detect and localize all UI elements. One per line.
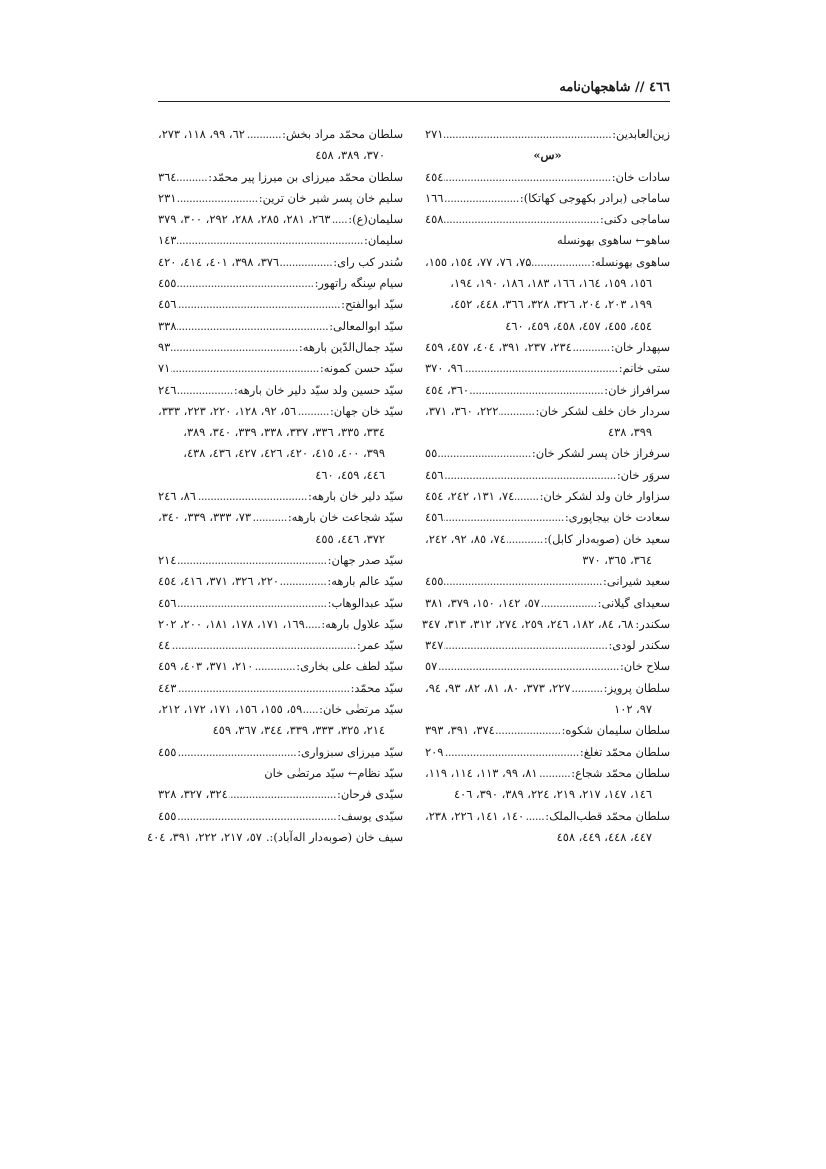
entry-pages: ٤٥٦ <box>425 467 444 482</box>
entry-name: سلطان محمّد شجاع: <box>571 765 670 780</box>
dot-leader <box>177 742 296 763</box>
dot-leader <box>177 273 313 294</box>
entry-pages: ٢٣٤، ٢٣٧، ٣٩١، ٤٠٤، ٤٥٧، ٤٥٩ <box>425 339 572 354</box>
entry-continuation: ٣٦٤، ٣٦٥، ٣٧٠ <box>582 552 652 567</box>
entry-name: سیام سِنگه راتهور: <box>314 276 403 291</box>
entry-name: سیّد حسن کمونه: <box>319 361 403 376</box>
index-entry <box>421 614 670 635</box>
dot-leader <box>254 656 295 677</box>
dot-leader <box>303 699 318 720</box>
entry-name: سلطان محمّد میرزای بن میرزا پیر محمّد: <box>208 169 403 184</box>
index-entry <box>158 358 403 379</box>
entry-pages: ٣٤٧ <box>425 638 444 653</box>
entry-pages: ٧٤، ١٣١، ٢٤٢، ٤٥٤ <box>425 489 515 504</box>
index-column-right <box>421 124 670 848</box>
entry-name: سیّد لطف علی بخاری: <box>296 659 403 674</box>
entry-continuation: ٤٥٤، ٤٥٥، ٤٥٧، ٤٥٨، ٤٥٩، ٤٦٠ <box>505 318 652 333</box>
index-entry <box>158 507 403 528</box>
entry-continuation: ١٥٦، ١٥٩، ١٦٤، ١٦٦، ١٨٣، ١٨٦، ١٩٠، ١٩٤، <box>450 276 652 291</box>
dot-leader <box>177 188 257 209</box>
index-entry <box>425 358 670 379</box>
index-entry <box>425 742 670 763</box>
dot-leader <box>197 486 307 507</box>
cross-reference: سیّد نظام← سیّد مرتضٰی خان <box>264 765 403 780</box>
dot-leader <box>572 678 603 699</box>
index-entry <box>158 656 403 677</box>
entry-name: سلطان محمّد مراد بخش: <box>282 127 403 141</box>
entry-pages: ٤٥٤ <box>425 169 444 184</box>
entry-pages: ٣٧٤، ٣٩١، ٣٩٣ <box>425 723 495 738</box>
dot-leader <box>177 593 326 614</box>
entry-name: سعید شیرانی: <box>602 574 670 589</box>
entry-pages: ٥٥ <box>425 446 438 461</box>
entry-pages: ٥٩، ١٥٥، ١٥٦، ١٧١، ١٧٢، ٢١٢، <box>158 702 303 717</box>
entry-pages: ٢١٠، ٣٧١، ٤٠٣، ٤٥٩ <box>158 659 254 674</box>
entry-name: ساماجی دکنی: <box>599 212 670 227</box>
index-entry <box>425 486 670 507</box>
index-entry <box>425 380 670 401</box>
dot-leader <box>246 124 281 145</box>
entry-name: سلطان محمّد تغلغ: <box>579 744 670 759</box>
entry-continuation: ٣٣٤، ٣٣٥، ٣٣٦، ٣٣٧، ٣٣٨، ٣٣٩، ٣٤٠، ٣٨٩، <box>183 425 385 440</box>
entry-name: سیّد خان جهان: <box>329 403 403 418</box>
dot-leader <box>444 465 615 486</box>
index-entry <box>158 167 403 188</box>
dot-leader <box>541 593 597 614</box>
entry-name: سیّد دلیر خان بارهه: <box>307 489 403 504</box>
index-entry <box>158 486 403 507</box>
entry-name: سیف خان (صوبه‌دار اله‌آباد):. <box>265 829 403 844</box>
index-entry <box>425 571 670 592</box>
dot-leader <box>532 252 590 273</box>
entry-pages: ٢٢٧، ٣٧٣، ٨٠، ٨١، ٨٢، ٩٣، ٩٤، <box>425 680 571 695</box>
entry-pages: ٢٠٩ <box>425 744 444 759</box>
index-entry <box>158 380 403 401</box>
dot-leader <box>444 742 579 763</box>
entry-name: ساهوی بهونسله: <box>591 254 670 269</box>
dot-leader <box>177 550 326 571</box>
entry-pages: ٤٥٦ <box>158 595 177 610</box>
index-entry <box>158 337 403 358</box>
dot-leader <box>331 209 347 230</box>
entry-pages: ٤٤٣ <box>158 680 177 695</box>
dot-leader <box>177 230 363 251</box>
entry-name: سعید خان (صوبه‌دار کابل): <box>543 531 670 546</box>
entry-pages: ٢١٤ <box>158 552 177 567</box>
dot-leader <box>177 294 340 315</box>
index-entry <box>425 806 670 827</box>
entry-name: سلیمان: <box>363 233 403 248</box>
entry-pages: ٣٦٠، ٤٥٤ <box>425 382 470 397</box>
entry-continuation: ٤٤٧، ٤٤٨، ٤٤٩، ٤٥٨ <box>556 829 652 844</box>
dot-leader <box>539 763 571 784</box>
entry-continuation: ٣٩٩، ٤٠٠، ٤١٥، ٤٢٠، ٤٢٦، ٤٢٧، ٤٣٦، ٤٣٨، <box>183 446 385 461</box>
index-entry <box>158 699 403 720</box>
dot-leader <box>252 507 287 528</box>
dot-leader <box>177 678 349 699</box>
entry-name: سلیمان(ع): <box>348 212 403 227</box>
entry-pages: ٨٦، ٢٤٦ <box>158 489 196 504</box>
entry-name: زین‌العابدین: <box>612 127 670 141</box>
entry-pages: ٩٣ <box>158 339 171 354</box>
dot-leader <box>507 529 543 550</box>
entry-pages: ٣٣٨ <box>158 318 177 333</box>
dot-leader <box>444 507 563 528</box>
entry-pages: ٧٣، ٣٣٣، ٣٣٩، ٣٤٠، <box>158 510 251 525</box>
index-entry <box>425 635 670 656</box>
index-entry <box>158 784 403 805</box>
entry-name: سلطان محمّد قطب‌الملک: <box>545 808 670 823</box>
index-entry <box>158 230 403 251</box>
entry-pages: ٣٢٤، ٣٢٧، ٣٢٨ <box>158 787 228 802</box>
dot-leader <box>444 167 610 188</box>
entry-pages: ١٦٩، ١٧١، ١٧٨، ١٨١، ٢٠٠، ٢٠٢ <box>158 616 305 631</box>
entry-pages: ٤٥٥ <box>158 808 177 823</box>
dot-leader <box>177 316 328 337</box>
dot-leader <box>177 380 232 401</box>
index-entry <box>158 742 403 763</box>
index-entry <box>425 252 670 273</box>
entry-name: سیّد مرتضٰی خان: <box>319 702 403 717</box>
index-entry <box>425 401 670 422</box>
index-entry <box>425 465 670 486</box>
index-entry <box>158 401 403 422</box>
index-entry <box>425 529 670 550</box>
dot-leader <box>306 614 321 635</box>
entry-name: سیّدی یوسف: <box>337 808 403 823</box>
entry-continuation: ٢١٤، ٣٢٥، ٣٣٣، ٣٣٩، ٣٤٤، ٣٦٧، ٤٥٩ <box>212 723 385 738</box>
index-entry <box>425 720 670 741</box>
entry-pages: ٤٤ <box>158 638 171 653</box>
dot-leader <box>229 784 336 805</box>
entry-pages: ٢٣١ <box>158 190 177 205</box>
entry-pages: ٢٢٢، ٣٦٠، ٣٧١، <box>425 403 499 418</box>
dot-leader <box>280 571 326 592</box>
entry-pages: ٣٧٦، ٣٩٨، ٤٠١، ٤١٤، ٤٢٠ <box>158 254 280 269</box>
entry-name: سیّد عالم بارهه: <box>327 574 403 589</box>
page-header: ٤٦٦ // شاهجهان‌نامه <box>559 80 670 95</box>
index-entry <box>158 678 403 699</box>
entry-name: سرافراز خان: <box>604 382 670 397</box>
index-entry <box>425 678 670 699</box>
dot-leader <box>171 337 298 358</box>
entry-name: سردار خان خلف لشکر خان: <box>535 403 670 418</box>
entry-name: سیّد جمال‌الدّین بارهه: <box>298 339 403 354</box>
dot-leader <box>444 635 607 656</box>
entry-name: ستی خانم: <box>618 361 670 376</box>
entry-pages: ٤٥٥ <box>158 744 177 759</box>
index-entry <box>158 806 403 827</box>
entry-pages: ١٤٠، ١٤١، ٢٢٦، ٢٣٨، <box>425 808 525 823</box>
entry-pages: ٩٦، ٣٧٠ <box>425 361 463 376</box>
entry-name: سعیدای گیلانی: <box>597 595 670 610</box>
entry-pages: ١٦٦ <box>425 190 444 205</box>
header-rule <box>158 101 670 102</box>
entry-pages: ٥٧، ١٤٢، ١٥٠، ٣٧٩، ٣٨١ <box>425 595 540 610</box>
entry-pages: ۷۵، ۷٦، ۷۷، ١٥٤، ١٥٥، <box>425 254 532 269</box>
entry-pages: ٥٧ <box>425 659 438 674</box>
dot-leader <box>444 124 611 145</box>
dot-leader <box>438 443 531 464</box>
entry-name: سعادت خان بیجاپوری: <box>564 510 670 525</box>
index-entry <box>425 188 670 209</box>
dot-leader <box>464 358 618 379</box>
entry-pages: ٥٧، ٢١٧، ٢٢٢، ٣٩١، ٤٠٤ <box>147 829 262 844</box>
entry-pages: ٢٢٠، ٣٢٦، ٣٧١، ٤١٦، ٤٥٤ <box>158 574 280 589</box>
entry-pages: ١٤٣ <box>158 233 177 248</box>
entry-continuation: ٤٤٦، ٤٥٩، ٤٦٠ <box>315 467 385 482</box>
entry-name: سیّد عمر: <box>356 638 403 653</box>
section-heading: «س» <box>533 148 562 163</box>
entry-name: سلطان پرویز: <box>603 680 670 695</box>
index-entry <box>158 188 403 209</box>
entry-name: سکندر لودی: <box>608 638 670 653</box>
entry-name: سلیم خان پسر شیر خان ترین: <box>258 190 403 205</box>
entry-name: سیّد ابوالمعالی: <box>329 318 403 333</box>
dot-leader <box>171 635 356 656</box>
entry-pages: ٨١، ٩٩، ١١٣، ١١٤، ١١٩، <box>425 765 538 780</box>
index-entry <box>425 763 670 784</box>
entry-pages: ٣٦٤ <box>158 169 177 184</box>
entry-name: سکندر: <box>635 616 670 631</box>
index-entry <box>158 124 403 145</box>
entry-name: سلاح خان: <box>619 659 670 674</box>
dot-leader <box>496 720 561 741</box>
entry-pages: ٤٥٥ <box>425 574 444 589</box>
entry-name: سیّد علاول بارهه: <box>321 616 403 631</box>
entry-pages: ٦٨، ٨٤، ١٨٢، ٢٤٦، ٢٥٩، ٢٧٤، ٣١٢، ٣١٣، ٣٤٧ <box>421 616 634 631</box>
index-entry <box>158 252 403 273</box>
entry-pages: ٧١ <box>158 361 171 376</box>
entry-continuation: ٣٩٩، ٤٣٨ <box>607 425 652 440</box>
entry-pages: ٤٥٦ <box>425 510 444 525</box>
index-entry <box>425 443 670 464</box>
dot-leader <box>515 486 538 507</box>
dot-leader <box>499 401 534 422</box>
index-column-left <box>147 124 403 848</box>
cross-reference: ساهو← ساهوی بهونسله <box>556 233 670 248</box>
entry-continuation: ٩٧، ١٠٢ <box>614 702 652 717</box>
index-entry <box>425 167 670 188</box>
dot-leader <box>525 806 544 827</box>
dot-leader <box>438 656 619 677</box>
entry-name: سیّد صدر جهان: <box>327 552 403 567</box>
entry-name: سروَر خان: <box>616 467 670 482</box>
index-entry <box>158 571 403 592</box>
entry-continuation: ١٤٦، ١٤٧، ٢١٧، ٢١٩، ٢٢٤، ٣٨٩، ٣٩٠، ٤٠٦ <box>453 787 652 802</box>
index-entry <box>158 614 403 635</box>
index-entry <box>158 550 403 571</box>
entry-pages: ۲۷۱ <box>425 127 444 141</box>
entry-name: سیّد ابوالفتح: <box>341 297 403 312</box>
entry-name: سُندر کب رای: <box>333 254 403 269</box>
entry-name: سیّد عبدالوهاب: <box>327 595 403 610</box>
dot-leader <box>297 401 329 422</box>
dot-leader <box>280 252 332 273</box>
entry-name: سلطان سلیمان شکوه: <box>561 723 670 738</box>
dot-leader <box>177 806 336 827</box>
index-entry <box>158 273 403 294</box>
entry-pages: ٤٥٨ <box>425 212 444 227</box>
index-entry <box>158 593 403 614</box>
index-entry <box>147 827 403 848</box>
entry-name: سادات خان: <box>611 169 670 184</box>
entry-name: سرفراز خان پسر لشکر خان: <box>531 446 670 461</box>
index-entry <box>425 507 670 528</box>
entry-pages: ٦٢، ٩٩، ١١٨، ٢٧٣، <box>158 127 245 141</box>
dot-leader <box>177 167 207 188</box>
entry-name: سیّدی فرحان: <box>337 787 403 802</box>
dot-leader <box>171 358 319 379</box>
index-entry <box>425 209 670 230</box>
dot-leader <box>573 337 610 358</box>
entry-name: ساماجی (برادر بکهوجی کهاتکا): <box>519 190 670 205</box>
dot-leader <box>470 380 603 401</box>
index-entry <box>425 124 670 145</box>
dot-leader <box>444 571 602 592</box>
entry-name: سیّد حسین ولد سیّد دلیر خان بارهه: <box>233 382 403 397</box>
entry-pages: ٧٤، ٨٥، ٩٢، ٢٤٢، <box>425 531 506 546</box>
dot-leader <box>444 188 519 209</box>
entry-pages: ٤٥٦ <box>158 297 177 312</box>
entry-name: سپهدار خان: <box>610 339 670 354</box>
index-entry <box>425 656 670 677</box>
entry-continuation: ٣٧٠، ٣٨٩، ٤٥٨ <box>315 148 385 163</box>
entry-pages: ٤٥٥ <box>158 276 177 291</box>
entry-pages: ٢٤٦ <box>158 382 177 397</box>
entry-pages: ٢٦٣، ٢٨١، ٢٨٥، ٢٨٨، ٢٩٢، ٣٠٠، ٣٧٩ <box>158 212 331 227</box>
entry-continuation: ٣٧٢، ٤٤٦، ٤٥٥ <box>315 531 385 546</box>
index-entry <box>425 337 670 358</box>
entry-pages: ٥٦، ٩٢، ١٢٨، ٢٢٠، ٢٢٣، ٣٣٣، <box>158 403 297 418</box>
entry-name: سیّد محمّد: <box>350 680 403 695</box>
dot-leader <box>444 209 599 230</box>
index-entry <box>158 209 403 230</box>
index-entry <box>425 593 670 614</box>
entry-name: سزاوار خان ولد لشکر خان: <box>539 489 670 504</box>
index-entry <box>158 316 403 337</box>
index-entry <box>158 635 403 656</box>
entry-continuation: ١٩٩، ٢٠٣، ٢٠٤، ٣٢٦، ٣٢٨، ٣٦٦، ٤٤٨، ٤٥٢، <box>450 297 652 312</box>
entry-name: سیّد شجاعت خان بارهه: <box>287 510 403 525</box>
entry-name: سیّد میرزای سبزواری: <box>297 744 403 759</box>
index-entry <box>158 294 403 315</box>
